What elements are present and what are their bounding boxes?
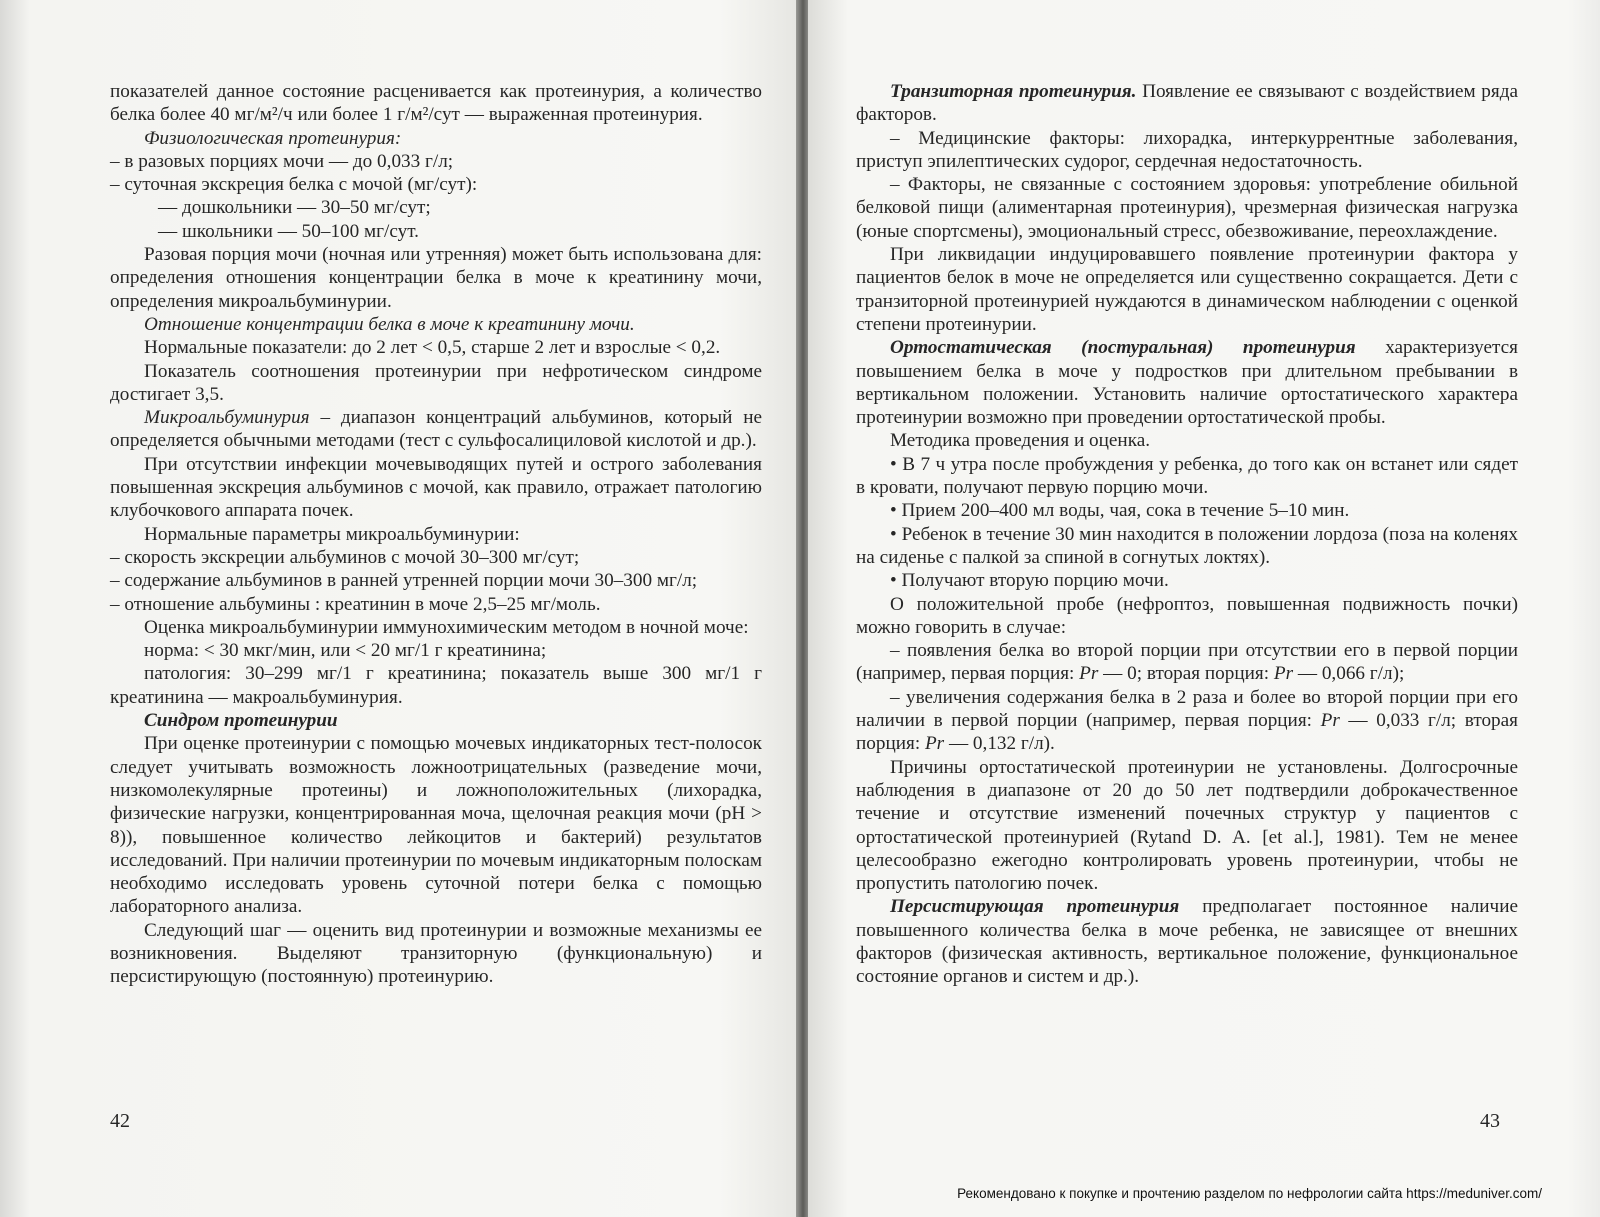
paragraph: норма: < 30 мкг/мин, или < 20 мг/1 г креатинина;: [144, 640, 547, 662]
text-run: – появления белка во второй порции при отсутствии его в первой порции (например, первая порция:: [856, 640, 1518, 685]
list-item: — дошкольники — 30–50 мг/сут;: [158, 197, 431, 219]
list-item: • В 7 ч утра после пробуждения у ребенка, до того как он встанет или сядет в кровати, получают первую порцию мочи.: [856, 453, 1518, 499]
paragraph: При оценке протеинурии с помощью мочевых индикаторных тест-полосок следует учитывать возможность ложноотрицательных (разведение мочи, низкомолекулярные протеины) и ложноположительных (лихорадка, физические нагрузки, концентрированная моча, щелочная реакция мочи (pH > 8)), повышенное количество лейкоцитов и бактерий) результатов исследований. При наличии протеинурии по мочевым индикаторным полоскам необходимо исследовать уровень суточной потери белка с помощью лабораторного анализа.: [110, 733, 762, 918]
list-item: – отношение альбумины : креатинин в моче 2,5–25 мг/моль.: [110, 593, 601, 615]
paragraph: [856, 336, 1518, 429]
paragraph: При отсутствии инфекции мочевыводящих путей и острого заболевания повышенная экскреция альбуминов с мочой, как правило, отражает патологию клубочкового аппарата почек.: [110, 453, 762, 522]
left-page-text: [110, 80, 762, 989]
page-number: 43: [1480, 1110, 1500, 1132]
paragraph: О положительной пробе (нефроптоз, повышенная подвижность почки) можно говорить в случае:: [856, 593, 1518, 638]
paragraph: [856, 80, 1518, 127]
paragraph: Методика проведения и оценка.: [890, 430, 1151, 452]
paragraph: Оценка микроальбуминурии иммунохимическим методом в ночной моче:: [144, 616, 749, 638]
paragraph: Разовая порция мочи (ночная или утренняя) может быть использована для: определения отношения концентрации белка в моче к креатинину мочи, определения микроальбуминурии.: [110, 244, 762, 312]
text-run: Pr: [1079, 663, 1099, 685]
paragraph: Показатель соотношения протеинурии при нефротическом синдроме достигает 3,5.: [110, 360, 762, 405]
list-item: – Медицинские факторы: лихорадка, интеркуррентные заболевания, приступ эпилептических судорог, сердечная недостаточность.: [856, 127, 1518, 172]
list-item: [856, 686, 1518, 756]
text-run: — 0,066 г/л);: [1293, 663, 1405, 685]
paragraph: Следующий шаг — оценить вид протеинурии и возможные механизмы ее возникновения. Выделяют транзиторную (функциональную) и персистирующую (постоянную) протеинурию.: [110, 919, 762, 988]
term-definition: характеризуется повышением белка в моче у подростков при длительном пребывании в вертикальном положении. Установить наличие ортостатического характера протеинурии возможно при проведении ортостатической пробы.: [856, 337, 1518, 429]
term: Персистирующая протеинурия: [890, 896, 1180, 918]
list-item: • Получают вторую порцию мочи.: [890, 570, 1169, 592]
list-item: • Ребенок в течение 30 мин находится в положении лордоза (поза на коленях на сиденье с палкой за спиной в согнутых локтях).: [856, 523, 1518, 568]
right-page: [808, 0, 1600, 1217]
subheading: Физиологическая протеинурия:: [144, 127, 402, 149]
left-page: [0, 0, 798, 1217]
term: Микроальбуминурия: [144, 407, 310, 429]
paragraph: патология: 30–299 мг/1 г креатинина; показатель выше 300 мг/1 г креатинина — макроальбуминурия.: [110, 663, 762, 708]
section-heading: Синдром протеинурии: [144, 710, 338, 732]
paragraph: Причины ортостатической протеинурии не установлены. Долгосрочные наблюдения в диапазоне от 20 до 50 лет подтвердили доброкачественное течение и отсутствие изменений почечных структур у пациентов с ортостатической протеинурией (Rytand D. A. [et al.], 1981). Тем не менее целесообразно ежегодно контролировать уровень протеинурии, чтобы не пропустить патологию почек.: [856, 756, 1518, 895]
paragraph: Нормальные параметры микроальбуминурии:: [144, 523, 520, 545]
footer-note: Рекомендовано к покупке и прочтению разделом по нефрологии сайта https://meduniver.com/: [957, 1186, 1542, 1201]
text-run: Pr: [1320, 710, 1340, 732]
term-definition: – диапазон концентраций альбуминов, который не определяется обычными методами (тест с сульфосалициловой кислотой и др.).: [110, 407, 762, 452]
page-number: 42: [110, 1110, 130, 1132]
list-item: – суточная экскреция белка с мочой (мг/сут):: [110, 174, 478, 196]
term: Транзиторная протеинурия.: [890, 81, 1137, 102]
term-definition: предполагает постоянное наличие повышенного количества белка в моче ребенка, не зависящее от внешних факторов (физическая активность, вертикальное положение, функциональное состояние органов и систем и др.).: [856, 896, 1518, 988]
text-run: — 0,033 г/л; вторая порция:: [856, 710, 1518, 755]
list-item: – в разовых порциях мочи — до 0,033 г/л;: [110, 150, 454, 172]
list-item: – скорость экскреции альбуминов с мочой 30–300 мг/сут;: [110, 546, 580, 568]
term-definition: Появление ее связывают с воздействием ряда факторов.: [856, 81, 1518, 126]
list-item: • Прием 200–400 мл воды, чая, сока в течение 5–10 мин.: [890, 500, 1350, 522]
paragraph: [856, 895, 1518, 988]
list-item: — школьники — 50–100 мг/сут.: [158, 220, 419, 242]
term: Ортостатическая (постуральная) протеинурия: [890, 337, 1356, 359]
text-run: Pr: [924, 733, 945, 755]
subheading: Отношение концентрации белка в моче к креатинину мочи.: [144, 313, 635, 335]
paragraph: [110, 406, 762, 453]
paragraph: Нормальные показатели: до 2 лет < 0,5, старше 2 лет и взрослые < 0,2.: [144, 337, 721, 359]
list-item: – Факторы, не связанные с состоянием здоровья: употребление обильной белковой пищи (алиментарная протеинурия), чрезмерная физическая нагрузка (юные спортсмены), эмоциональный стресс, обезвоживание, переохлаждение.: [856, 174, 1518, 242]
paragraph: При ликвидации индуцировавшего появление протеинурии фактора у пациентов белок в моче не определяется или существенно сокращается. Дети с транзиторной протеинурией нуждаются в динамическом наблюдении с оценкой степени протеинурии.: [856, 244, 1518, 335]
list-item: [856, 639, 1518, 686]
text-run: Pr: [1273, 663, 1294, 685]
paragraph: показателей данное состояние расценивается как протеинурия, а количество белка более 40 мг/м²/ч или более 1 г/м²/сут — выраженная протеинурия.: [110, 81, 762, 126]
text-run: — 0,132 г/л).: [944, 733, 1055, 755]
text-run: – увеличения содержания белка в 2 раза и более во второй порции при его наличии в первой порции (например, первая порция:: [856, 686, 1518, 732]
right-page-text: [856, 80, 1518, 989]
text-run: — 0; вторая порция:: [1098, 663, 1274, 685]
list-item: – содержание альбуминов в ранней утренней порции мочи 30–300 мг/л;: [110, 570, 698, 592]
